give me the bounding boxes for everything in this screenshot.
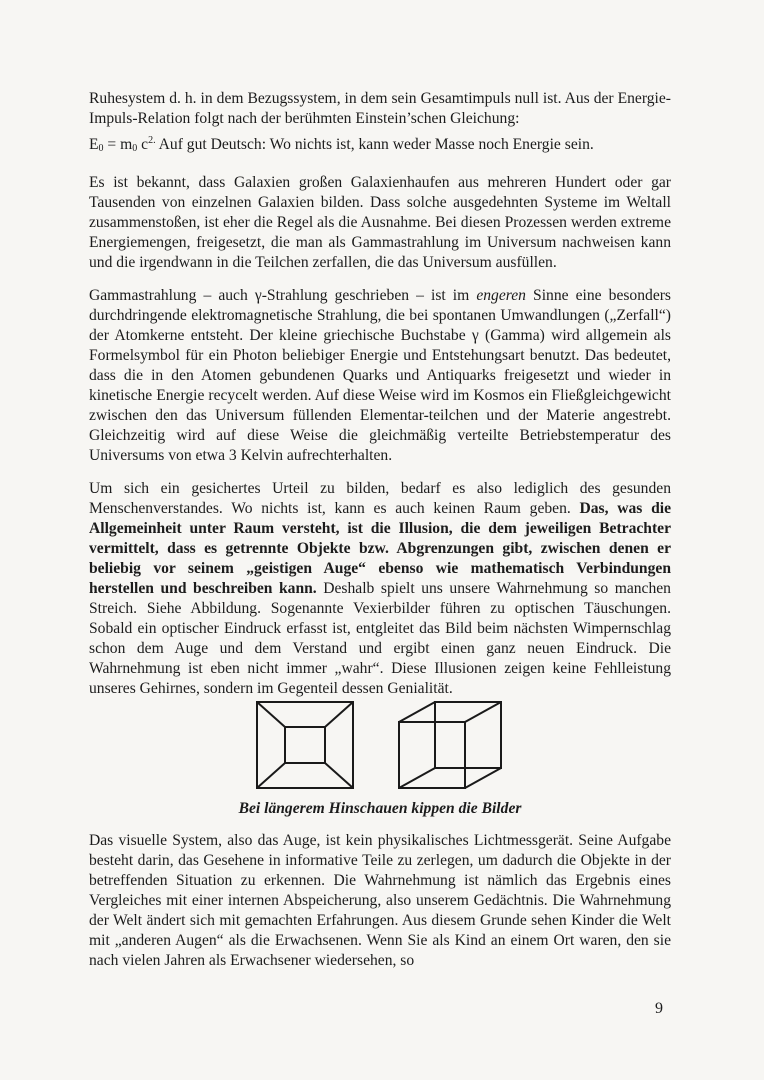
illusion-paragraph — [89, 479, 671, 699]
eq-rest: Auf gut Deutsch: Wo nichts ist, kann weder Masse noch Energie sein. — [155, 136, 594, 153]
gamma-text-b: Sinne eine besonders durchdringende elektromagnetische Strahlung, die bei spontanen Umwandlungen („Zerfall“) der Atomkerne entsteht. Der kleine griechische Buchstabe γ (Gamma) wird allgemein als Formelsymbol für ein Photon beliebiger Energie und Entstehungsart benutzt. Das bedeutet, dass die in den Atomen gebundenen Quarks und Antiquarks freigesetzt und wieder in kinetische Energie recycelt werden. Auf diese Weise wird im Kosmos ein Fließgleichgewicht zwischen den das Universum füllenden Elementar-teilchen und der Materie angestrebt. Gleichzeitig wird auf diese Weise die gleichmäßig verteilte Betriebstemperatur des Universums von etwa 3 Kelvin aufrechterhalten. — [89, 287, 672, 464]
inverted-frustum-figure — [257, 702, 353, 788]
page-text-continued — [89, 831, 671, 971]
eq-c: c — [137, 136, 149, 153]
equation-line — [89, 135, 671, 155]
eq-e-sub: 0 — [98, 143, 104, 154]
gamma-text-a: Gammastrahlung – auch γ-Strahlung geschrieben – ist im — [89, 287, 477, 304]
galaxies-paragraph: Es ist bekannt, dass Galaxien großen Galaxienhaufen aus mehreren Hundert oder gar Tausenden von einzelnen Galaxien bilden. Dass solche ausgedehnten Systeme im Weltall zusammenstoßen, ist eher die Regel als die Ausnahme. Bei diesen Prozessen werden extreme Energiemengen, freigesetzt, die man als Gammastrahlung im Universum nachweisen kann und die irgendwann in die Teilchen zerfallen, die das Universum ausfüllen. — [89, 174, 671, 271]
intro-paragraph: Ruhesystem d. h. in dem Bezugssystem, in dem sein Gesamtimpuls null ist. Aus der Energie-Impuls-Relation folgt nach der berühmten Einstein’schen Gleichung: — [89, 90, 671, 127]
visual-system-paragraph: Das visuelle System, also das Auge, ist kein physikalisches Lichtmessgerät. Seine Aufgabe besteht darin, das Gesehene in informative Teile zu zerlegen, um dadurch die Objekte in der betreffenden Situation zu erkennen. Die Wahrnehmung ist nämlich das Ergebnis eines Vergleiches mit einer internen Abspeicherung, also unserem Gedächtnis. Die Wahrnehmung der Welt ändert sich mit gemachten Erfahrungen. Aus diesem Grunde sehen Kinder die Welt mit „anderen Augen“ als die Erwachsenen. Wenn Sie als Kind an einem Ort waren, den sie nach vielen Jahren als Erwachsener wiedersehen, so — [89, 832, 671, 969]
necker-cube-figure — [399, 702, 501, 788]
gamma-paragraph — [89, 286, 671, 466]
illusion-text-a: Um sich ein gesichertes Urteil zu bilden, bedarf es also lediglich des gesunden Menschenverstandes. Wo nichts ist, kann es auch keinen Raum geben. — [89, 480, 671, 517]
page-number: 9 — [655, 1000, 663, 1017]
figure-caption: Bei längerem Hinschauen kippen die Bilder — [238, 800, 522, 817]
eq-m: = m — [103, 136, 133, 153]
gamma-emphasis: engeren — [476, 287, 526, 304]
illusion-bold: Das, was die Allgemeinheit unter Raum versteht, ist die Illusion, die dem jeweiligen Betrachter vermittelt, dass es getrennte Objekte bzw. Abgrenzungen gibt, zwischen denen er beliebig vor seinem „geistigen Auge“ ebenso wie mathematisch Verbindungen herstellen und beschreiben kann. — [89, 500, 672, 597]
vexier-figures — [255, 700, 515, 792]
page-text — [89, 89, 671, 699]
eq-c-sup: 2. — [148, 135, 156, 146]
eq-m-sub: 0 — [132, 143, 138, 154]
eq-e: E — [89, 136, 99, 153]
illusion-text-b: Deshalb spielt uns unsere Wahrnehmung so manchen Streich. Siehe Abbildung. Sogenannte Vexierbilder führen zu optischen Täuschungen. Sobald ein optischer Eindruck erfasst ist, entgleitet das Bild beim nächsten Wimpernschlag schon dem Auge und dem Verstand und ergibt einen ganz neuen Eindruck. Die Wahrnehmung ist eben nicht immer „wahr“. Diese Illusionen zeigen keine Fehlleistung unseres Gehirnes, sondern im Gegenteil dessen Genialität. — [89, 580, 671, 697]
